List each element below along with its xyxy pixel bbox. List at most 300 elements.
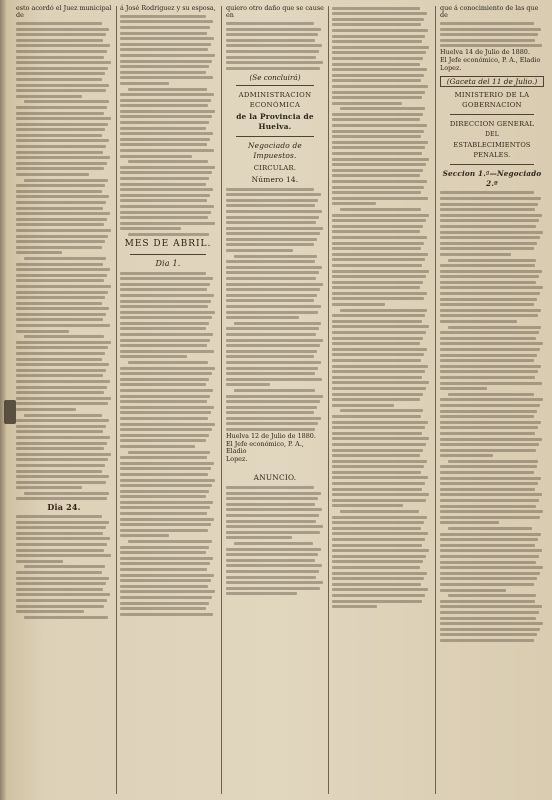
text-line-placeholder: [440, 298, 537, 301]
text-line-placeholder: [24, 100, 109, 103]
text-line-placeholder: [332, 404, 394, 407]
text-line-placeholder: [332, 471, 421, 474]
text-line-placeholder: [340, 409, 423, 412]
text-line-placeholder: [120, 423, 215, 426]
text-line-placeholder: [332, 415, 421, 418]
text-line-placeholder: [332, 381, 429, 384]
text-line-placeholder: [16, 341, 111, 344]
text-line-placeholder: [16, 374, 103, 377]
text-line-placeholder: [120, 506, 210, 509]
text-line-placeholder: [440, 225, 536, 228]
text-line-placeholder: [16, 56, 104, 59]
text-line-placeholder: [440, 354, 537, 357]
text-line-placeholder: [16, 184, 105, 187]
text-line-placeholder: [16, 391, 104, 394]
text-line-placeholder: [120, 300, 211, 303]
text-line-placeholder: [120, 562, 210, 565]
text-line-placeholder: [120, 344, 207, 347]
text-line-placeholder: [340, 309, 427, 312]
column-rule: [328, 6, 329, 794]
text-line-placeholder: [226, 559, 315, 562]
text-line-placeholder: [16, 291, 108, 294]
text-line-placeholder: [226, 221, 316, 224]
text-line-placeholder: [440, 549, 542, 552]
month-heading: MES DE ABRIL.: [124, 238, 212, 249]
text-line-placeholder: [16, 588, 103, 591]
text-line-placeholder: [120, 60, 212, 63]
text-line-placeholder: [120, 490, 209, 493]
text-line-placeholder: [332, 465, 424, 468]
text-line-placeholder: [440, 242, 537, 245]
column-3: [226, 4, 324, 796]
text-line-placeholder: [226, 193, 321, 196]
text-line-placeholder: [440, 214, 542, 217]
text-line-placeholder: [440, 443, 539, 446]
text-line-placeholder: [16, 263, 103, 266]
text-line-placeholder: [226, 525, 323, 528]
text-line-placeholder: [226, 508, 322, 511]
text-line-placeholder: [226, 428, 315, 431]
text-line-placeholder: [16, 78, 102, 81]
text-line-placeholder: [332, 51, 426, 54]
text-line-placeholder: [16, 554, 111, 557]
text-line-placeholder: [332, 387, 426, 390]
text-line-placeholder: [120, 557, 213, 560]
text-line-placeholder: [120, 48, 208, 51]
text-line-placeholder: [440, 544, 535, 547]
text-line-placeholder: [120, 411, 211, 414]
text-line-placeholder: [332, 79, 421, 82]
text-line-placeholder: [120, 311, 215, 314]
text-line-placeholder: [332, 230, 420, 233]
text-line-placeholder: [120, 93, 214, 96]
text-line-placeholder: [16, 156, 110, 159]
text-line-placeholder: [16, 352, 105, 355]
text-line-placeholder: [332, 320, 422, 323]
text-line-placeholder: [226, 204, 315, 207]
text-line-placeholder: [340, 208, 421, 211]
text-line-placeholder: [226, 592, 297, 595]
text-line-placeholder: [120, 434, 209, 437]
day-heading: Dia 1.: [155, 258, 181, 268]
text-line-placeholder: [226, 367, 318, 370]
text-line-placeholder: [120, 15, 206, 18]
text-line-placeholder: [226, 299, 314, 302]
text-line-placeholder: [120, 367, 215, 370]
text-line-placeholder: [24, 414, 102, 417]
text-line-placeholder: [120, 316, 212, 319]
text-line-placeholder: [24, 565, 105, 568]
text-line-placeholder: [16, 605, 104, 608]
text-line-placeholder: [440, 44, 542, 47]
text-line-placeholder: [226, 411, 314, 414]
text-line-placeholder: [226, 531, 320, 534]
text-line-placeholder: [16, 128, 105, 131]
text-line-placeholder: [440, 471, 534, 474]
text-line-placeholder: [120, 37, 214, 40]
text-line-placeholder: [332, 96, 422, 99]
text-line-placeholder: [120, 333, 213, 336]
text-line-placeholder: [16, 307, 109, 310]
text-line-placeholder: [332, 314, 425, 317]
text-line-placeholder: [440, 465, 537, 468]
text-line-placeholder: [16, 464, 105, 467]
text-line-placeholder: [226, 564, 322, 567]
text-line-placeholder: [440, 219, 539, 222]
text-line-placeholder: [16, 167, 104, 170]
text-line-placeholder: [16, 22, 102, 25]
text-line-placeholder: [120, 568, 207, 571]
text-line-placeholder: [332, 23, 421, 26]
text-line-placeholder: [16, 419, 109, 422]
text-line-placeholder: [332, 499, 426, 502]
text-line-placeholder: [16, 537, 110, 540]
column-1-first-line: esto acordó el Juez municipal de: [16, 4, 112, 20]
concluded-note: (Se concluirá): [249, 72, 301, 82]
text-line-placeholder: [16, 33, 106, 36]
text-line-placeholder: [332, 158, 429, 161]
text-line-placeholder: [226, 305, 321, 308]
text-line-placeholder: [16, 497, 107, 500]
text-line-placeholder: [440, 370, 538, 373]
text-line-placeholder: [332, 180, 427, 183]
text-line-placeholder: [440, 404, 540, 407]
text-line-placeholder: [16, 61, 111, 64]
text-line-placeholder: [332, 583, 421, 586]
text-line-placeholder: [16, 240, 105, 243]
text-line-placeholder: [332, 398, 420, 401]
text-line-placeholder: [332, 449, 423, 452]
text-line-placeholder: [332, 258, 425, 261]
text-line-placeholder: [440, 247, 534, 250]
text-line-placeholder: [332, 577, 424, 580]
signature-line: El Jefe económico, P. A., Eladio: [226, 439, 304, 456]
text-line-placeholder: [332, 594, 425, 597]
text-line-placeholder: [128, 88, 207, 91]
text-line-placeholder: [226, 28, 321, 31]
text-line-placeholder: [332, 113, 423, 116]
text-line-placeholder: [24, 492, 109, 495]
text-line-placeholder: [440, 342, 543, 345]
text-line-placeholder: [120, 473, 208, 476]
text-line-placeholder: [234, 322, 321, 325]
text-line-placeholder: [226, 266, 322, 269]
text-line-placeholder: [332, 264, 422, 267]
text-line-placeholder: [16, 369, 106, 372]
text-line-placeholder: [226, 271, 319, 274]
text-line-placeholder: [120, 462, 214, 465]
text-line-placeholder: [332, 270, 429, 273]
text-line-placeholder: [16, 44, 110, 47]
text-line-placeholder: [226, 383, 270, 386]
separator: [130, 254, 206, 255]
text-line-placeholder: [226, 238, 317, 241]
text-line-placeholder: [332, 40, 422, 43]
text-line-placeholder: [16, 571, 102, 574]
text-line-placeholder: [332, 46, 429, 49]
text-line-placeholder: [226, 355, 314, 358]
text-line-placeholder: [332, 359, 421, 362]
text-line-placeholder: [120, 294, 214, 297]
text-line-placeholder: [16, 486, 82, 489]
text-line-placeholder: [440, 275, 539, 278]
gazette-reference: (Gaceta del 11 de Julio.): [440, 76, 544, 87]
text-line-placeholder: [332, 102, 402, 105]
column-rule: [116, 6, 117, 794]
text-line-placeholder: [440, 415, 534, 418]
text-line-placeholder: [332, 516, 427, 519]
text-line-placeholder: [16, 123, 108, 126]
text-line-placeholder: [16, 67, 108, 70]
text-line-placeholder: [332, 186, 424, 189]
text-line-placeholder: [332, 393, 423, 396]
text-line-placeholder: [16, 560, 63, 563]
text-line-placeholder: [440, 510, 543, 513]
text-line-placeholder: [332, 432, 422, 435]
text-line-placeholder: [120, 121, 209, 124]
text-line-placeholder: [16, 582, 106, 585]
text-line-placeholder: [16, 447, 104, 450]
text-line-placeholder: [332, 63, 420, 66]
text-line-placeholder: [440, 303, 534, 306]
text-line-placeholder: [440, 203, 538, 206]
text-line-placeholder: [16, 521, 109, 524]
directorate-heading-2: DEL: [485, 130, 499, 138]
text-line-placeholder: [226, 486, 314, 489]
text-line-placeholder: [120, 199, 207, 202]
text-line-placeholder: [16, 201, 106, 204]
text-line-placeholder: [226, 277, 316, 280]
text-line-placeholder: [440, 493, 542, 496]
text-line-placeholder: [332, 7, 420, 10]
text-line-placeholder: [440, 583, 534, 586]
text-line-placeholder: [16, 39, 103, 42]
text-line-placeholder: [16, 195, 109, 198]
text-line-placeholder: [16, 324, 110, 327]
text-line-placeholder: [332, 297, 424, 300]
text-line-placeholder: [440, 600, 535, 603]
text-line-placeholder: [332, 454, 420, 457]
text-line-placeholder: [440, 331, 539, 334]
text-line-placeholder: [120, 607, 206, 610]
separator: [236, 85, 314, 86]
text-line-placeholder: [440, 482, 538, 485]
text-line-placeholder: [332, 18, 424, 21]
text-line-placeholder: [120, 115, 212, 118]
text-line-placeholder: [440, 421, 541, 424]
text-line-placeholder: [16, 212, 110, 215]
text-line-placeholder: [16, 207, 103, 210]
text-line-placeholder: [226, 33, 318, 36]
text-line-placeholder: [332, 169, 423, 172]
text-line-placeholder: [332, 35, 425, 38]
text-line-placeholder: [440, 359, 534, 362]
text-line-placeholder: [16, 458, 108, 461]
text-line-placeholder: [120, 43, 211, 46]
text-line-placeholder: [120, 327, 206, 330]
column-3-first-line: quiero otro daño que se cause en: [226, 4, 324, 20]
column-2: [120, 4, 216, 796]
text-line-placeholder: [332, 219, 426, 222]
text-line-placeholder: [16, 532, 103, 535]
text-line-placeholder: [226, 311, 318, 314]
text-line-placeholder: [332, 527, 421, 530]
text-line-placeholder: [226, 39, 315, 42]
text-line-placeholder: [226, 400, 320, 403]
text-line-placeholder: [120, 32, 207, 35]
text-line-placeholder: [448, 393, 534, 396]
text-line-placeholder: [16, 549, 104, 552]
text-line-placeholder: [120, 613, 213, 616]
text-line-placeholder: [120, 104, 208, 107]
text-line-placeholder: [440, 561, 536, 564]
text-line-placeholder: [332, 152, 422, 155]
text-line-placeholder: [16, 268, 110, 271]
text-line-placeholder: [16, 28, 109, 31]
text-line-placeholder: [226, 316, 299, 319]
text-line-placeholder: [440, 270, 542, 273]
text-line-placeholder: [120, 26, 210, 29]
text-line-placeholder: [332, 197, 428, 200]
text-line-placeholder: [226, 243, 314, 246]
text-line-placeholder: [440, 398, 543, 401]
text-line-placeholder: [120, 417, 208, 420]
text-line-placeholder: [16, 235, 108, 238]
text-line-placeholder: [440, 33, 538, 36]
text-line-placeholder: [226, 22, 314, 25]
text-line-placeholder: [332, 521, 424, 524]
text-line-placeholder: [440, 488, 535, 491]
text-line-placeholder: [440, 39, 535, 42]
text-line-placeholder: [128, 233, 209, 236]
text-line-placeholder: [120, 479, 215, 482]
circular-heading: CIRCULAR.: [253, 163, 297, 172]
text-line-placeholder: [120, 216, 208, 219]
text-line-placeholder: [332, 118, 420, 121]
text-line-placeholder: [440, 264, 535, 267]
text-line-placeholder: [440, 286, 543, 289]
text-line-placeholder: [226, 536, 292, 539]
text-line-placeholder: [332, 476, 428, 479]
text-line-placeholder: [16, 470, 102, 473]
text-line-placeholder: [24, 179, 108, 182]
text-line-placeholder: [234, 255, 317, 258]
text-line-placeholder: [120, 177, 209, 180]
directorate-heading: DIRECCION GENERAL: [449, 119, 535, 128]
text-line-placeholder: [16, 134, 102, 137]
province-heading: de la Provincia de Huelva.: [236, 111, 314, 131]
text-line-placeholder: [332, 247, 421, 250]
column-5: [440, 4, 544, 796]
text-line-placeholder: [16, 145, 106, 148]
separator: [450, 164, 534, 165]
text-line-placeholder: [120, 456, 207, 459]
text-line-placeholder: [332, 538, 425, 541]
text-line-placeholder: [16, 593, 110, 596]
text-line-placeholder: [332, 91, 425, 94]
text-line-placeholder: [120, 534, 169, 537]
text-line-placeholder: [332, 85, 428, 88]
text-line-placeholder: [340, 107, 425, 110]
text-line-placeholder: [16, 151, 103, 154]
text-line-placeholder: [226, 294, 317, 297]
text-line-placeholder: [120, 54, 215, 57]
text-line-placeholder: [226, 395, 323, 398]
text-line-placeholder: [332, 141, 428, 144]
text-line-placeholder: [120, 305, 208, 308]
text-line-placeholder: [16, 402, 108, 405]
text-line-placeholder: [332, 253, 428, 256]
text-line-placeholder: [120, 82, 169, 85]
text-line-placeholder: [120, 194, 210, 197]
text-line-placeholder: [120, 155, 192, 158]
text-line-placeholder: [332, 331, 426, 334]
text-line-placeholder: [120, 378, 209, 381]
text-line-placeholder: [120, 495, 206, 498]
text-line-placeholder: [226, 260, 315, 263]
text-line-placeholder: [332, 437, 429, 440]
text-line-placeholder: [226, 514, 319, 517]
text-line-placeholder: [120, 188, 213, 191]
separator: [450, 114, 534, 115]
text-line-placeholder: [16, 223, 104, 226]
text-line-placeholder: [120, 166, 215, 169]
text-line-placeholder: [332, 74, 424, 77]
text-line-placeholder: [226, 199, 318, 202]
text-line-placeholder: [440, 555, 539, 558]
text-line-placeholder: [332, 146, 425, 149]
text-line-placeholder: [226, 576, 316, 579]
text-line-placeholder: [120, 602, 209, 605]
text-line-placeholder: [16, 313, 106, 316]
text-line-placeholder: [440, 208, 535, 211]
text-line-placeholder: [120, 546, 209, 549]
text-line-placeholder: [332, 588, 428, 591]
text-line-placeholder: [226, 422, 318, 425]
separator: [236, 136, 314, 137]
text-line-placeholder: [120, 439, 206, 442]
text-line-placeholder: [120, 322, 209, 325]
text-line-placeholder: [440, 281, 536, 284]
text-line-placeholder: [440, 611, 539, 614]
text-line-placeholder: [332, 202, 376, 205]
text-line-placeholder: [120, 400, 207, 403]
column-4: [332, 4, 430, 796]
text-line-placeholder: [226, 339, 323, 342]
text-line-placeholder: [128, 361, 208, 364]
text-line-placeholder: [120, 277, 213, 280]
text-line-placeholder: [16, 279, 104, 282]
text-line-placeholder: [120, 205, 214, 208]
text-line-placeholder: [16, 246, 102, 249]
text-line-placeholder: [226, 372, 315, 375]
text-line-placeholder: [120, 138, 210, 141]
text-line-placeholder: [226, 503, 315, 506]
text-line-placeholder: [332, 286, 420, 289]
text-line-placeholder: [332, 482, 425, 485]
text-line-placeholder: [440, 477, 541, 480]
text-line-placeholder: [226, 548, 321, 551]
text-line-placeholder: [16, 251, 62, 254]
text-line-placeholder: [440, 348, 540, 351]
column-5-first-line: que á conocimiento de las que de: [440, 4, 539, 20]
text-line-placeholder: [120, 428, 212, 431]
text-line-placeholder: [16, 330, 69, 333]
text-line-placeholder: [120, 579, 211, 582]
text-line-placeholder: [120, 467, 211, 470]
text-line-placeholder: [440, 197, 541, 200]
text-line-placeholder: [332, 549, 429, 552]
